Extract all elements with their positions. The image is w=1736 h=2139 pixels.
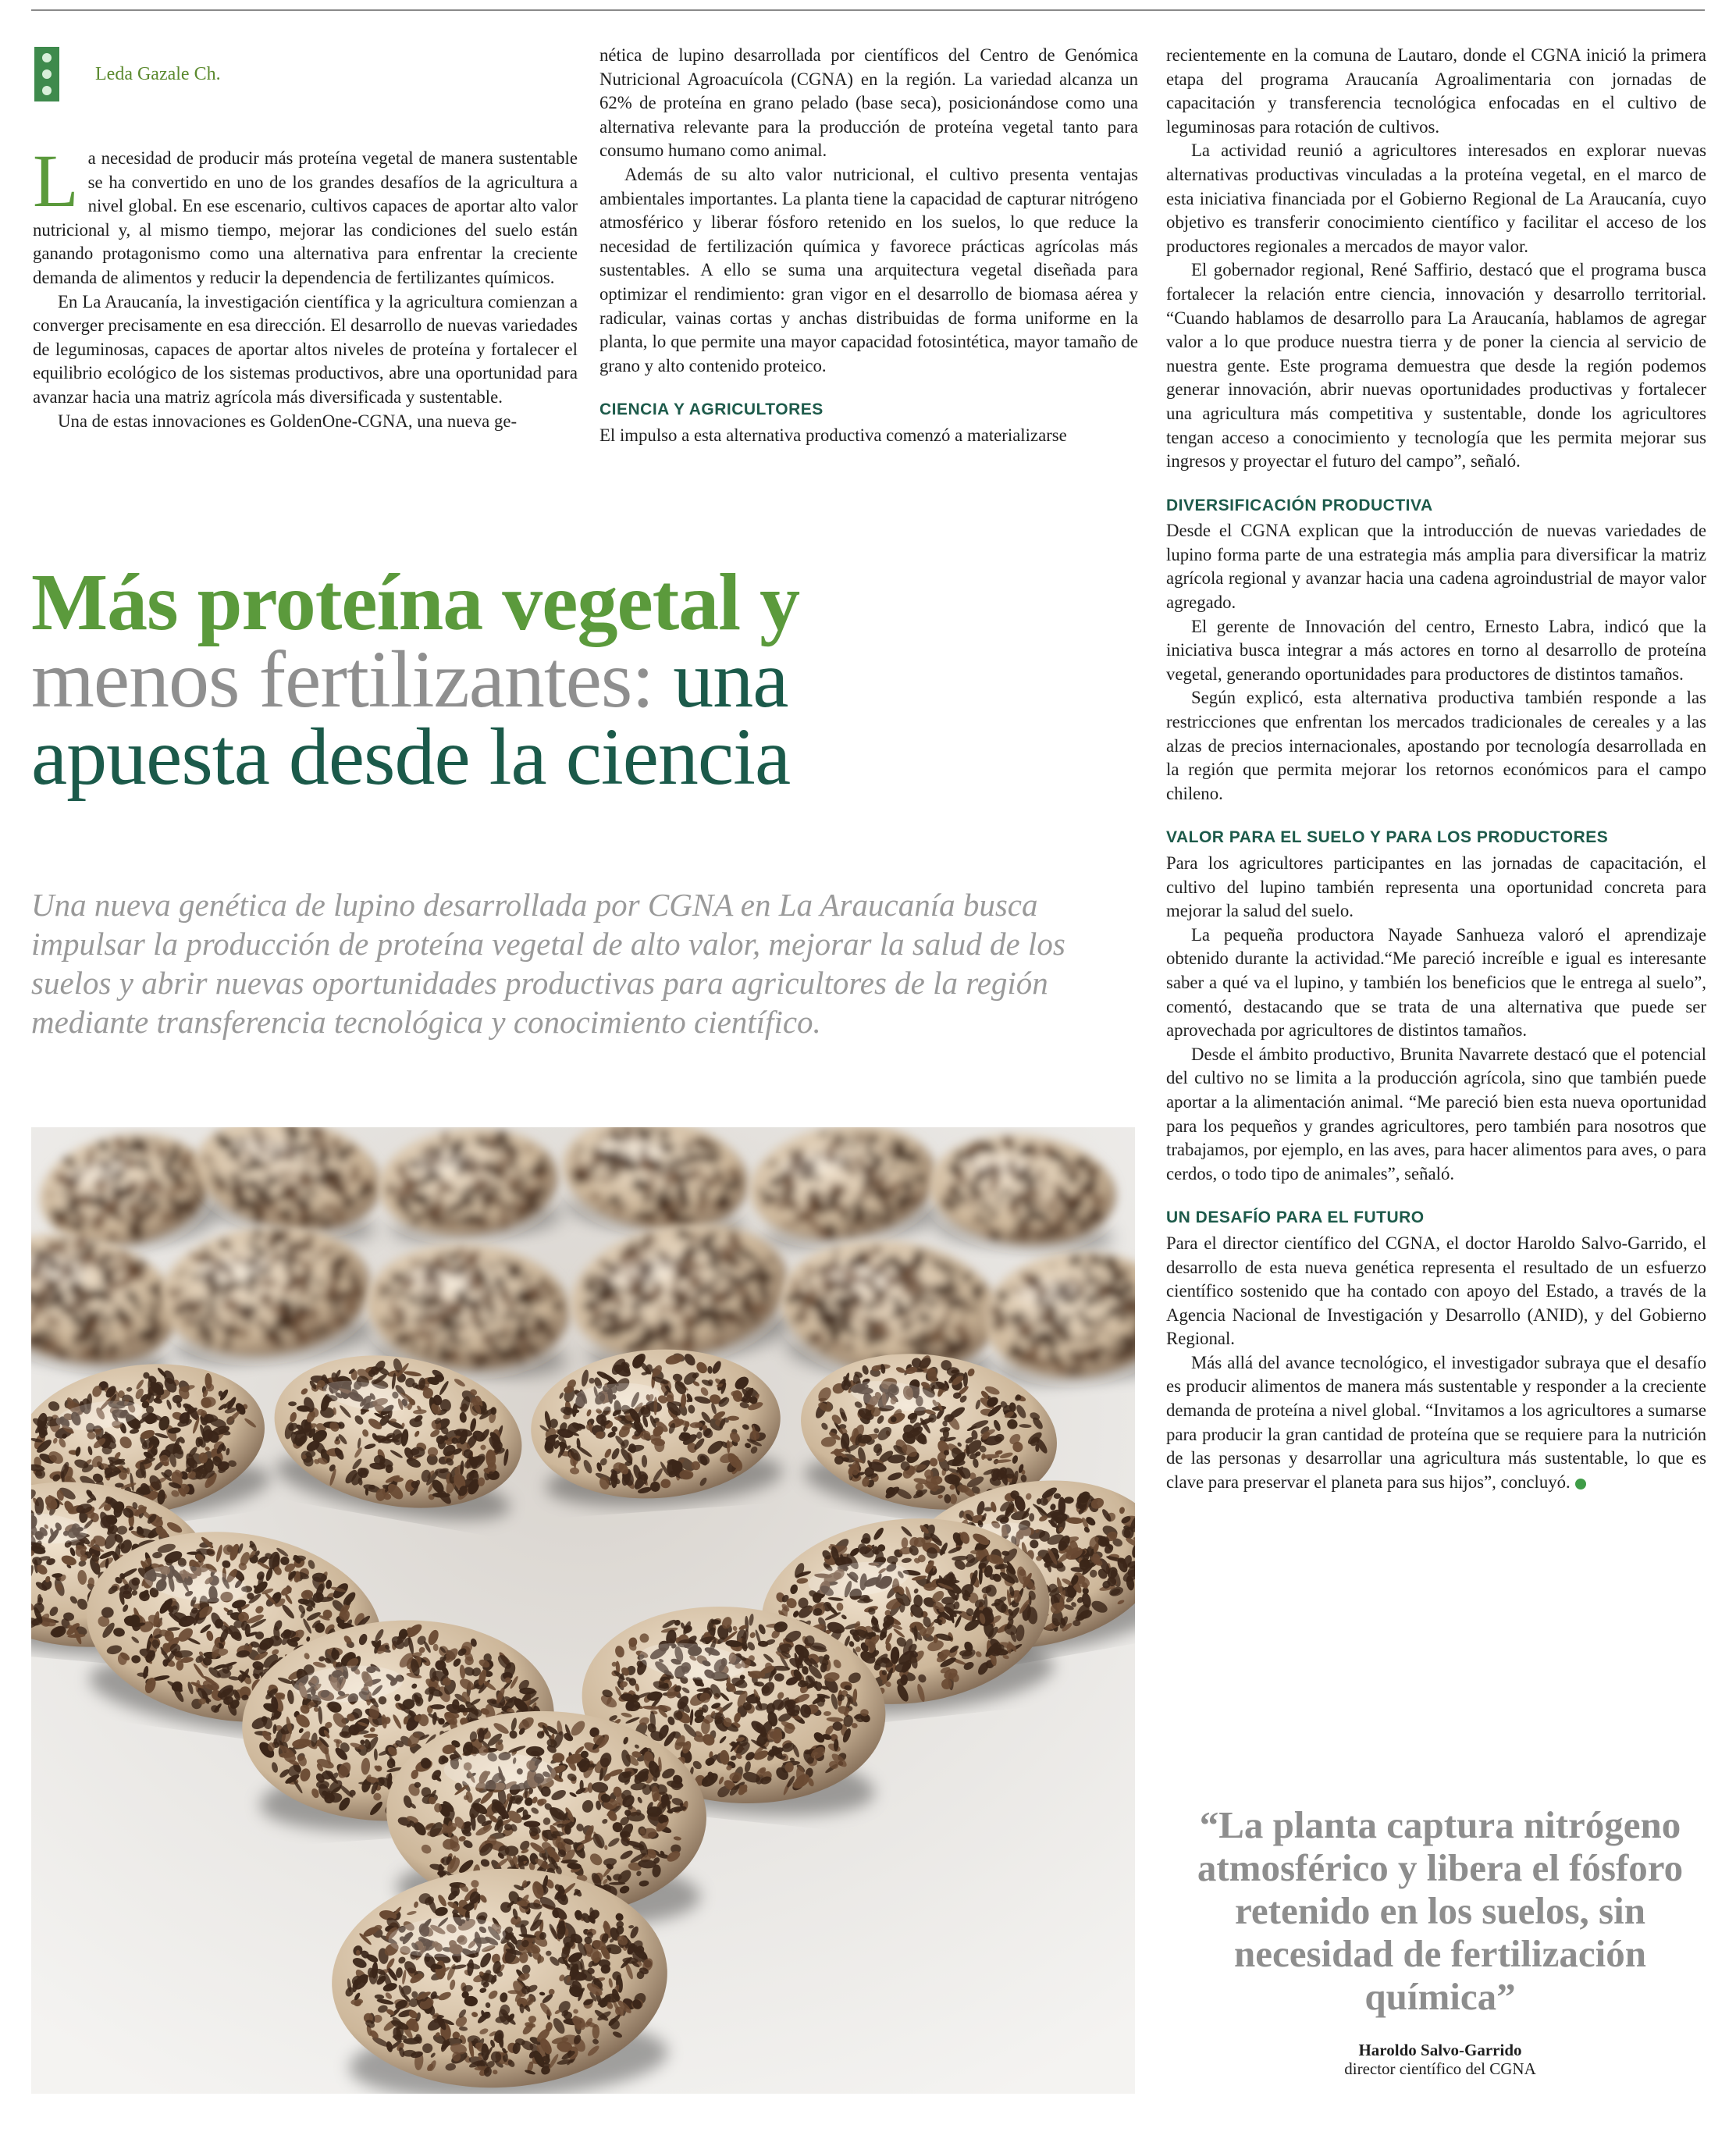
paragraph: nética de lupino desarrollada por científicos del Centro de Genómica Nutricional Agroacuícola (CGNA) en la región. La variedad alcanza un 62% de proteína en grano pelado (base seca), posicionándose como una alternativa relevante para la producción de proteína vegetal tanto para consumo humano como animal. <box>599 45 1138 161</box>
subheadline: Una nueva genética de lupino desarrollada por CGNA en La Araucanía busca impulsar la producción de proteína vegetal de alto valor, mejorar la salud de los suelos y abrir nuevas oportunidades productivas para agricultores de la región mediante transferencia tecnológica y conocimiento científico. <box>31 887 1065 1040</box>
paragraph: El gerente de Innovación del centro, Ernesto Labra, indicó que la iniciativa busca integrar a más actores en torno al desarrollo de proteína vegetal, generando oportunidades para productores de distintos tamaños. <box>1166 616 1706 684</box>
lead-paragraph: La necesidad de producir más proteína vegetal de manera sustentable se ha convertido en uno de los grandes desafíos de la agricultura a nivel global. En ese escenario, cultivos capaces de aportar alto valor nutricional y, al mismo tiempo, mejorar las condiciones del suelo están ganando protagonismo como una alternativa para enfrentar la creciente demanda de alimentos y reducir la dependencia de fertilizantes químicos. <box>33 139 578 287</box>
article-column-1 <box>33 139 578 433</box>
headline-line-2b: una <box>653 635 788 724</box>
drop-cap: L <box>33 139 79 222</box>
paragraph: Desde el ámbito productivo, Brunita Navarrete destacó que el potencial del cultivo no se limita a la producción agrícola, sino que también puede aportar a la alimentación animal. “Me pareció bien esta nueva oportunidad para los pequeños y grandes agricultores, pero también para nosotros que trabajamos, por ejemplo, en las aves, para hacer alimentos para aves, o para cerdos, o todo tipo de animales”, señaló. <box>1166 1044 1706 1183</box>
paragraph: Para el director científico del CGNA, el doctor Haroldo Salvo-Garrido, el desarrollo de esta nueva genética representa el resultado de un esfuerzo científico sostenido que ha contado con apoyo del Estado, a través de la Agencia Nacional de Investigación y Desarrollo (ANID), y del Gobierno Regional. <box>1166 1233 1706 1349</box>
headline-line-2a: menos fertilizantes: <box>31 635 654 724</box>
publication-logo-icon <box>34 47 59 101</box>
section-heading: UN DESAFÍO PARA EL FUTURO <box>1166 1208 1425 1227</box>
pull-quote: “La planta captura nitrógeno atmosférico y libera el fósforo retenido en los suelos, sin necesidad de fertilización química” <box>1197 1803 1684 2018</box>
headline-line-1: Más proteína vegetal y <box>31 557 800 647</box>
section-heading: VALOR PARA EL SUELO Y PARA LOS PRODUCTORES <box>1166 828 1609 847</box>
paragraph: Para los agricultores participantes en las jornadas de capacitación, el cultivo del lupino también representa una oportunidad concreta para mejorar la salud del suelo. <box>1166 853 1706 921</box>
quote-author-name: Haroldo Salvo-Garrido <box>1358 2041 1522 2059</box>
paragraph: La pequeña productora Nayade Sanhueza valoró el aprendizaje obtenido durante la actividad.“Me pareció increíble e igual es interesante saber a qué va el lupino, y también los beneficios que le entrega al suelo”, comentó, destacando que se trata de una alternativa que puede ser aprovechada por agricultores de distintos tamaños. <box>1166 924 1706 1041</box>
headline <box>31 557 1124 802</box>
paragraph: Según explicó, esta alternativa productiva también responde a las restricciones que enfrentan los mercados tradicionales de cereales y a las alzas de precios internacionales, apostando por tecnología desarrollada en la región que permita mejorar los retornos económicos para el campo chileno. <box>1166 688 1706 803</box>
article-column-2 <box>599 44 1138 448</box>
quote-attribution <box>1155 2041 1725 2078</box>
paragraph: En La Araucanía, la investigación científica y la agricultura comienzan a converger precisamente en esa dirección. El desarrollo de nuevas variedades de leguminosas, capaces de aportar altos niveles de proteína y fortalecer el equilibrio ecológico de los sistemas productivos, abre una oportunidad para avanzar hacia una matriz agrícola más diversificada y sustentable. <box>33 291 578 407</box>
paragraph: Más allá del avance tecnológico, el investigador subraya que el desafío es producir alimentos de manera más sustentable y responder a la creciente demanda de proteína a nivel global. “Invitamos a los agricultores a sumarse para producir la gran cantidad de proteína que se requiere para la nutrición de las personas y desarrollar una agricultura más sustentable, lo que es clave para preservar el planeta para sus hijos”, concluyó. <box>1166 1352 1706 1492</box>
headline-line-3: apuesta desde la ciencia <box>31 712 791 802</box>
paragraph: Desde el CGNA explican que la introducción de nuevas variedades de lupino forma parte de una estrategia más amplia para diversificar la matriz agrícola regional y avanzar hacia una cadena agroindustrial de mayor valor agregado. <box>1166 521 1706 613</box>
paragraph: Además de su alto valor nutricional, el cultivo presenta ventajas ambientales importantes. La planta tiene la capacidad de capturar nitrógeno atmosférico y liberar fósforo retenido en los suelos, lo que reduce la necesidad de fertilización química y favorece prácticas agrícolas más sustentables. A ello se suma una arquitectura vegetal diseñada para optimizar el rendimiento: gran vigor en el desarrollo de biomasa aérea y radicular, vainas cortas y anchas distribuidas de forma uniforme en la planta, lo que permite una mayor capacidad fotosintética, mayor tamaño de grano y alto contenido proteico. <box>599 164 1138 375</box>
paragraph: recientemente en la comuna de Lautaro, donde el CGNA inició la primera etapa del programa Araucanía Agroalimentaria con jornadas de capacitación y transferencia tecnológica enfocadas en el cultivo de leguminosas para rotación de cultivos. <box>1166 45 1706 137</box>
section-heading: DIVERSIFICACIÓN PRODUCTIVA <box>1166 496 1433 514</box>
paragraph: Una de estas innovaciones es GoldenOne-CGNA, una nueva ge- <box>58 411 518 431</box>
article-column-3 <box>1166 44 1706 1494</box>
page-top-rule <box>31 9 1705 11</box>
end-mark-icon <box>1575 1479 1586 1489</box>
seeds-illustration <box>31 1127 1135 2094</box>
paragraph: La actividad reunió a agricultores interesados en explorar nuevas alternativas productivas vinculadas a la proteína vegetal, en el marco de esta iniciativa financiada por el Gobierno Regional de La Araucanía, cuyo objetivo es transferir conocimiento científico y facilitar el acceso de los productores regionales a mercados de mayor valor. <box>1166 141 1706 256</box>
lupin-seeds-photo <box>31 1127 1135 2094</box>
quote-author-role: director científico del CGNA <box>1344 2059 1536 2078</box>
paragraph: El gobernador regional, René Saffirio, destacó que el programa busca fortalecer la relación entre ciencia, innovación y desarrollo territorial. “Cuando hablamos de desarrollo para La Araucanía, hablamos de agregar valor a lo que produce nuestra tierra y de poner la ciencia al servicio de nuestra gente. Este programa demuestra que desde la región podemos generar innovación, abrir nuevas oportunidades productivas y fortalecer una agricultura más competitiva y sustentable, donde los agricultores tengan acceso a conocimiento y tecnología que les permita mejorar sus ingresos y proyectar el futuro del campo”, señaló. <box>1166 260 1706 472</box>
byline <box>34 47 221 101</box>
paragraph: El impulso a esta alternativa productiva comenzó a materializarse <box>599 425 1067 445</box>
author-name: Leda Gazale Ch. <box>95 63 221 84</box>
section-heading: CIENCIA Y AGRICULTORES <box>599 400 824 419</box>
